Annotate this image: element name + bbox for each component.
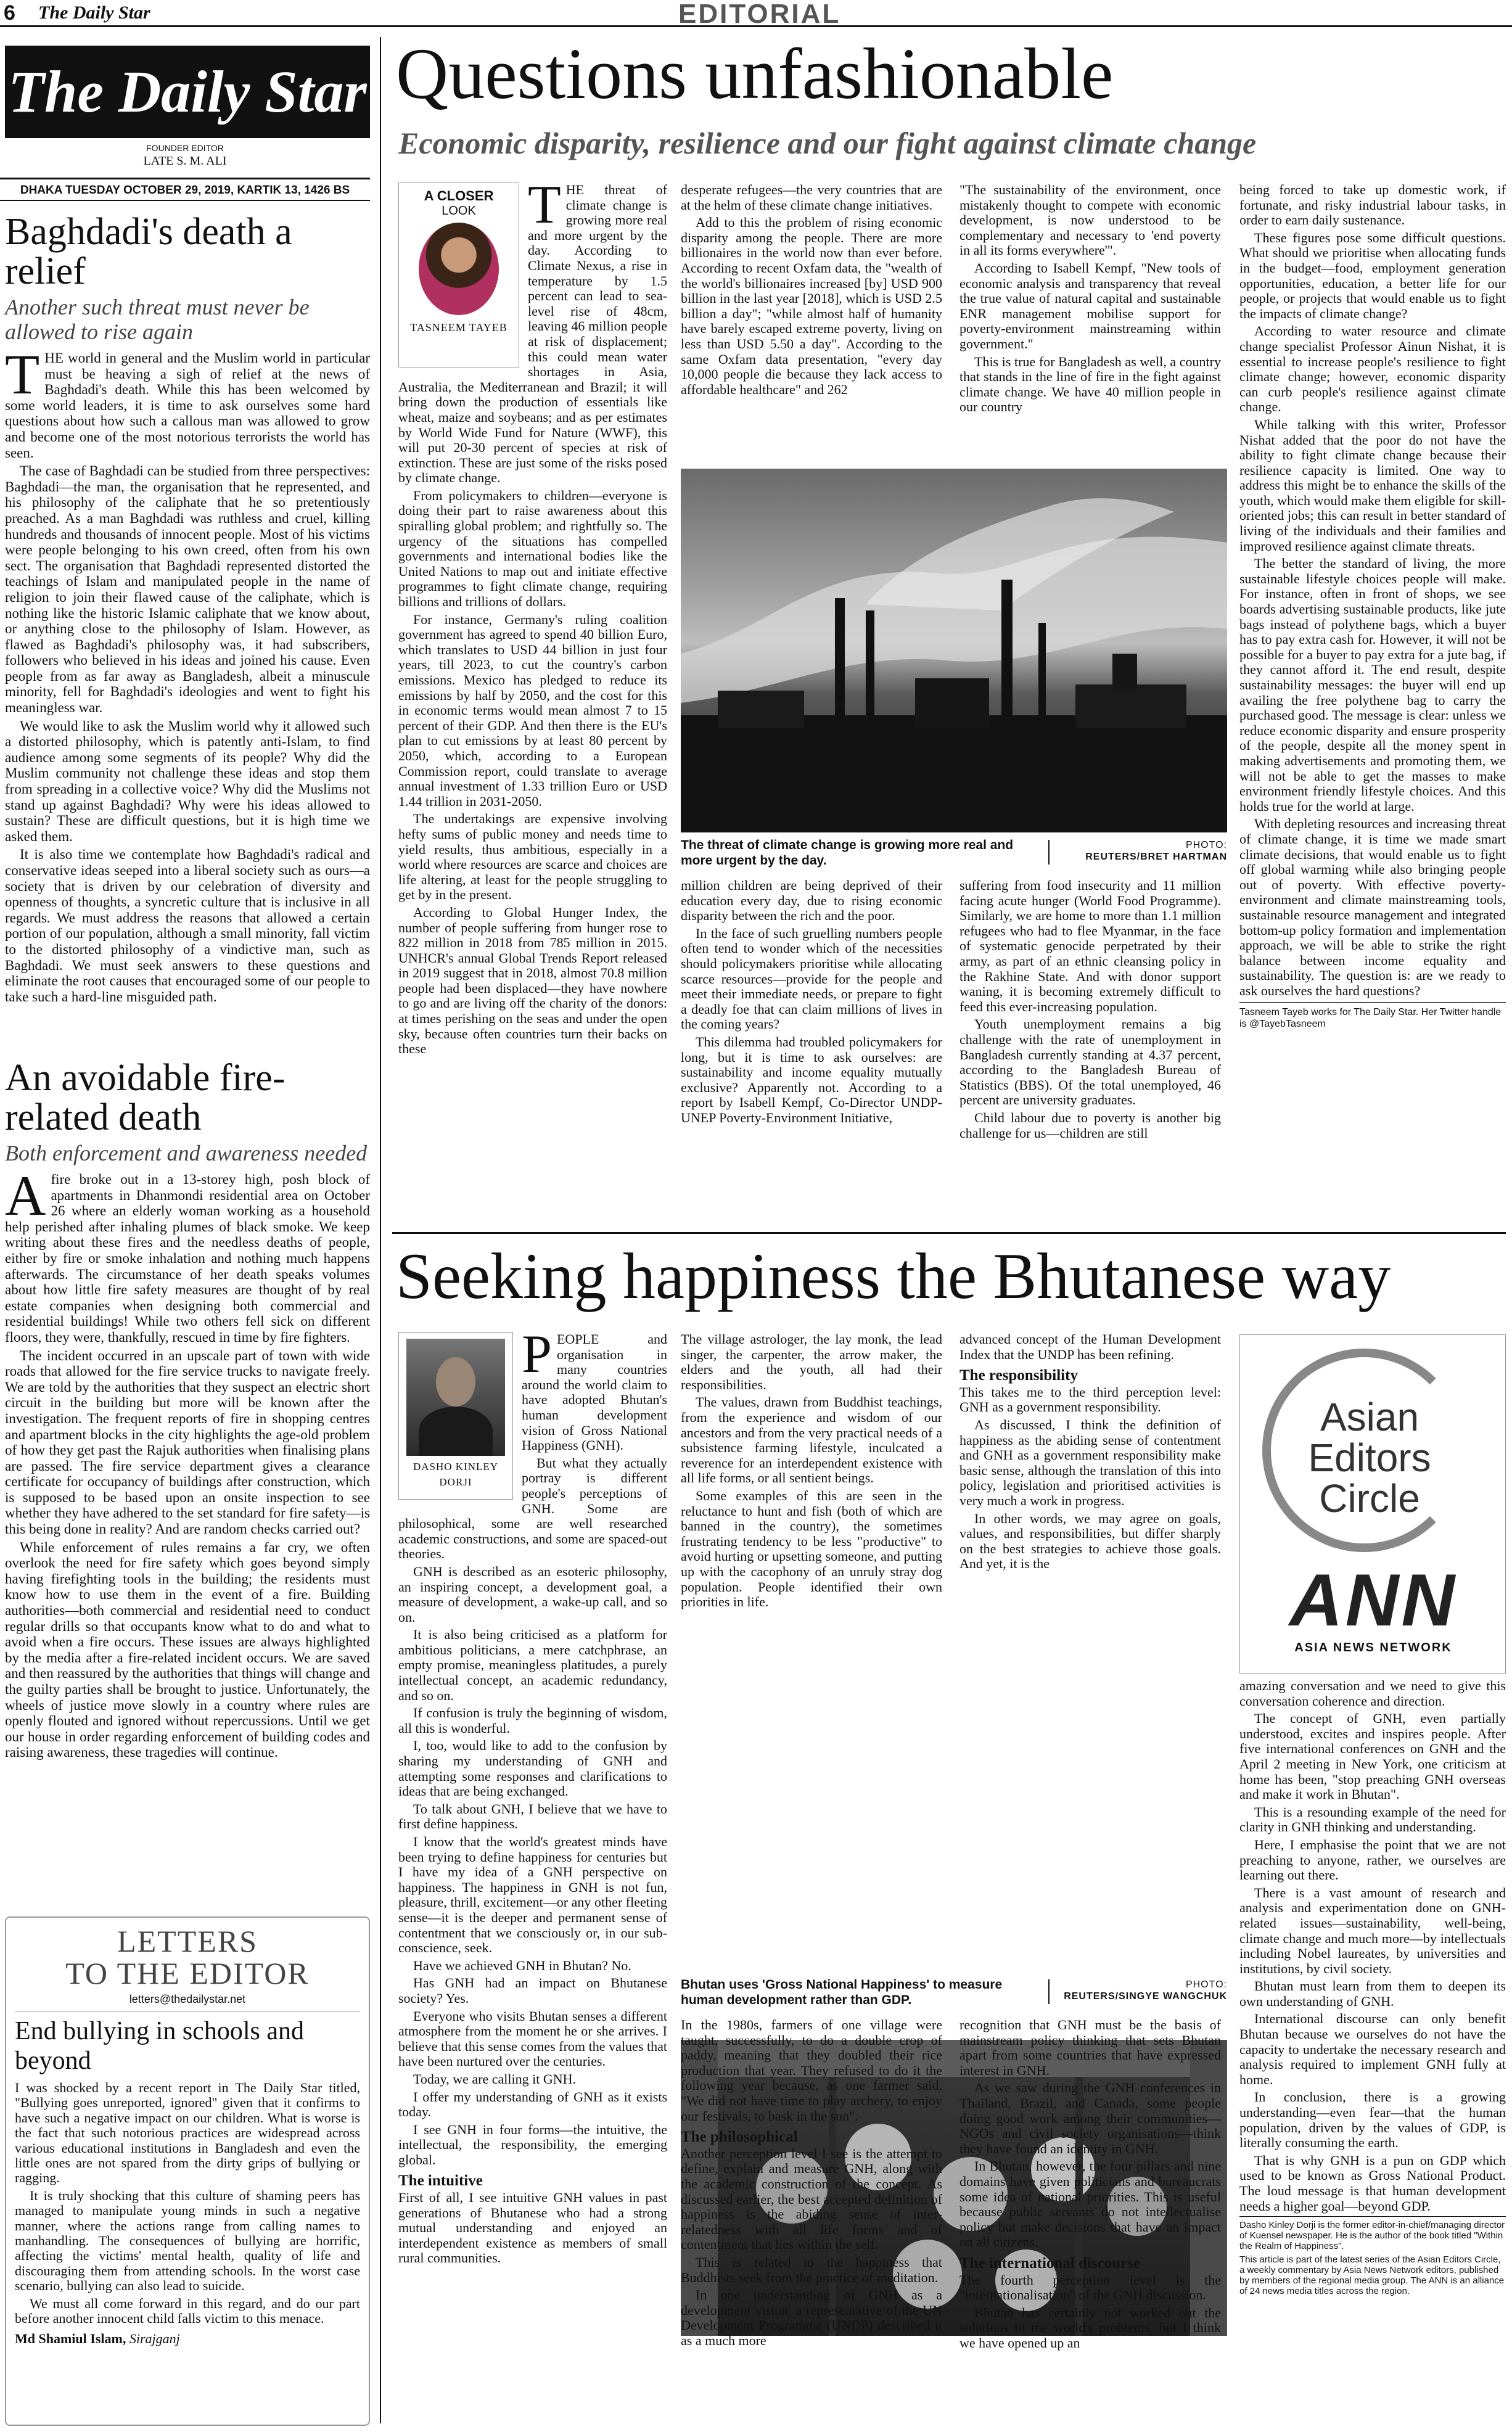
article-title: Questions unfashionable: [396, 33, 1114, 114]
article-paragraph: This is a resounding example of the need for clarity in GNH thinking and understanding.: [1239, 1804, 1506, 1835]
letters-email[interactable]: letters@thedailystar.net: [15, 1993, 360, 2011]
dateline: DHAKA TUESDAY OCTOBER 29, 2019, KARTIK 13, 1426 BS: [0, 178, 370, 201]
article-separator: [392, 1232, 1506, 1234]
article-paragraph: It is also being criticised as a platform for ambitious politicians, a mere catchphrase, an empty promise, meaningless platitudes, a purely intellectual concept, an academic redundancy, and so on.: [398, 1627, 667, 1703]
caption-divider: [1048, 1979, 1050, 2004]
article-paragraph: The village astrologer, the lay monk, the lead singer, the carpenter, the arrow maker, the elders and the youth, all had their responsibilities.: [681, 1331, 942, 1392]
article1-column-2-continued: [681, 878, 942, 1128]
article-paragraph: These figures pose some difficult questions. What should we prioritise when allocating funds in the budget—food, employment generation opportunities, education, a better life for our people, or projects that would enable us to fight the impacts of climate change?: [1239, 229, 1506, 321]
editorial-subtitle: Another such threat must never be allowed to rise again: [5, 295, 310, 344]
column-byline-box: [398, 183, 519, 368]
author-bio: Tasneem Tayeb works for The Daily Star. Her Twitter handle is @TayebTasneem: [1239, 1002, 1506, 1030]
author-name: TASNEEM TAYEB: [410, 321, 507, 334]
article-paragraph: I know that the world's greatest minds have been trying to define happiness for centuries but I have my idea of a GNH perspective on happiness. The happiness in GNH is not fun, pleasure, thrill, excitement—or any other fleeting sense—it is the deeper and permanent sense of contentment that we consciously or, in our sub-conscience, seek.: [398, 1834, 667, 1956]
editorial-paragraph: While enforcement of rules remains a far cry, we often overlook the need for fire safety which goes beyond simply having firefighting tools in the building; the residents must know how to use them in the event of a fire. Building authorities—both commercial and residential need to conduct regular drills so that occupants know what to do and what to avoid when a fire occurs. These issues are always highlighted by the media after a fire-related incident occurs. We are saved and then reassured by the authorities that things will change and the guilty parties shall be brought to justice. Unfortunately, the wheels of justice move slowly in a country where rules are openly flouted and ignored without repercussions. Until we get our house in order regarding enforcement of building codes and raising awareness, these tragedies will continue.: [5, 1539, 370, 1760]
article-paragraph: International discourse can only benefit Bhutan because we ourselves do not have the capacity to undertake the necessary research and analysis required to implement GNH fully at home.: [1239, 2011, 1506, 2087]
caption-divider: [1048, 840, 1050, 865]
editorial-subtitle: Both enforcement and awareness needed: [5, 1141, 368, 1165]
page-header: [0, 0, 1512, 27]
ann-box: [1239, 1334, 1506, 1674]
letters-heading-2: TO THE EDITOR: [65, 1956, 310, 1990]
article-paragraph: million children are being deprived of their education every day, due to rising economic disparity between the rich and the poor.: [681, 877, 942, 924]
article-paragraph: This is related to the happiness that Buddhists seek from the practice of meditation.: [681, 2254, 942, 2285]
founder-label: FOUNDER EDITOR: [146, 143, 224, 153]
climate-photo-credit: PHOTO:: [1185, 840, 1227, 850]
header-paper-name: The Daily Star: [38, 2, 150, 23]
article-paragraph: But what they actually portray is different people's perceptions of GNH. Some are philosophical, some are well researched academic constructions, and some are spaced-out theories.: [398, 1455, 667, 1562]
article-paragraph: In the face of such gruelling numbers people often tend to wonder which of the necessities should policymakers prioritise while allocating scarce resources—provide for the people and meet their immediate needs, or prepare to fight a deadly foe that can claim millions of lives in the coming years?: [681, 925, 942, 1032]
letter-title: End bullying in schools and beyond: [15, 2017, 304, 2075]
article-paragraph: The values, drawn from Buddhist teachings, from the experience and wisdom of our ancestors and from the very practical needs of a subsistence farming lifestyle, inculcated a reverence for an interdependent existence with all life forms, or all sentient beings.: [681, 1394, 942, 1486]
article1-column-4: [1239, 183, 1506, 1030]
article-paragraph: Has GNH had an impact on Bhutanese society? Yes.: [398, 1975, 667, 2006]
article-paragraph: As we saw during the GNH conferences in Thailand, Brazil, and Canada, some people doing good work among their communities—NGOs and civil society organisations—think they have found an identity in GNH.: [959, 2080, 1221, 2156]
article2-column-2: [681, 1332, 942, 1612]
editorial-lead: fire broke out in a 13-storey high, posh block of apartments in Dhanmondi residential area on October 26 where an elderly woman working as a household help perished after inhaling plumes of black smoke. We keep writing about these fires and the needless deaths of people, either by fire or smoke inhalation and nothing much happens afterwards. The circumstance of her death speaks volumes about how little fire safety measures are thought of by real estate companies when designing both commercial and residential buildings! While two others fell sick on different floors, they were, thankfully, rescued in time by fire fighters.: [5, 1172, 370, 1345]
article-subtitle: Economic disparity, resilience and our fight against climate change: [398, 126, 1257, 160]
author-name-2: DORJI: [439, 1476, 472, 1488]
letter-paragraph: I was shocked by a recent report in The Daily Star titled, "Bullying goes unreported, ignored" given that it confirms to have such a negative impact on our children. What is worse is the fact that such notorious practices are widespread across various educational institutions in Bangladesh and even the little ones are not spared from the dirty grips of bullying or ragging.: [15, 2080, 360, 2186]
author-byline-box: [398, 1332, 513, 1500]
letter-paragraph: We must all come forward in this regard, and do our part before another innocent child falls victim to this menace.: [15, 2295, 360, 2327]
author-avatar: [419, 223, 499, 315]
article-paragraph: I offer my understanding of GNH as it exists today.: [398, 2089, 667, 2120]
ann-title-3: Circle: [1319, 1476, 1420, 1521]
article-paragraph: being forced to take up domestic work, if fortunate, and risky industrial labour tasks, in order to earn daily sustenance.: [1239, 182, 1506, 228]
article-paragraph: If confusion is truly the beginning of wisdom, all this is wonderful.: [398, 1705, 667, 1736]
article-paragraph: I, too, would like to add to the confusion by sharing my understanding of GNH and attempting some responses and clarifications to ideas that are being exchanged.: [398, 1738, 667, 1799]
column-rule: [380, 37, 381, 2423]
dropcap: T: [528, 175, 561, 235]
article2-column-2-continued: [681, 2018, 942, 2351]
article-title: Seeking happiness the Bhutanese way: [396, 1240, 1391, 1312]
letter-signature: Md Shamiul Islam,: [15, 2330, 126, 2346]
article-paragraph: This dilemma had troubled policymakers for long, but it is time to ask ourselves: are sustainability and income equality mutually exclusive? Apparently not. According to a report by Isabell Kempf, Co-Director UNDP-UNEP Poverty-Environment Initiative,: [681, 1033, 942, 1125]
article-paragraph: amazing conversation and we need to give this conversation coherence and direction.: [1239, 1678, 1506, 1709]
column-label: A CLOSER: [424, 188, 494, 203]
article-paragraph: advanced concept of the Human Development Index that the UNDP has been refining.: [959, 1331, 1221, 1362]
bhutan-photo-credit-2: REUTERS/SINGYE WANGCHUK: [1064, 1991, 1227, 2002]
article-paragraph: In Bhutan, however, the four pillars and nine domains have given politicians and bureaucrats some idea of national priorities. This is useful because public servants do not intellectualise policy but make decisions that have an impact on all citizens.: [959, 2158, 1221, 2250]
section-subhead: The international discourse: [959, 2254, 1141, 2272]
article1-column-3-continued: [959, 878, 1221, 1143]
section-subhead: The philosophical: [681, 2129, 798, 2146]
letter-paragraph: It is truly shocking that this culture of shaming peers has managed to manipulate young minds in such a negative manner, where the actions range from calling names to manhandling. The consequences of bullying are horrific, affecting the victims' mental health, quality of life and discouraging them from attending schools. In the worst case scenario, bullying can also lead to suicide.: [15, 2187, 360, 2294]
letters-heading: LETTERS: [117, 1924, 258, 1958]
article-paragraph: Everyone who visits Bhutan senses a different atmosphere from the moment he or she arrives. I believe that this sense comes from the values that have been nurtured over the centuries.: [398, 2008, 667, 2069]
article-paragraph: From policymakers to children—everyone is doing their part to raise awareness about this spiralling global problem; and rightfully so. The urgency of the situations has compelled governments and international bodies like the United Nations to map out and initiate effective programmes to fight climate change, requiring billions and trillions of dollars.: [398, 487, 667, 610]
dropcap: P: [522, 1325, 552, 1384]
article-paragraph: The fourth perception level is the "internationalisation" of the GNH discussion.: [959, 2272, 1221, 2303]
article-paragraph: According to Isabell Kempf, "New tools of economic analysis and transparency that reveal the true value of natural capital and sustainable ENR management mobilise support for poverty-environment mainstreaming within government.": [959, 260, 1221, 351]
editorial-paragraph: The case of Baghdadi can be studied from three perspectives: Baghdadi—the man, the organisation that he represented, and his philosophy of the caliphate that he so pretentiously preached. As a man Baghdadi was ruthless and cruel, killing hundreds and thousands of innocent people. Most of his victims were people belonging to his own creed, often from his own sect. The organisation that Baghdadi represented distorted the teachings of Islam and manipulated people in the name of religion to join their flawed cause of the caliphate, which is nothing like the historic Islamic caliphate that we know about, or anything close to the philosophy of Islam. However, as flawed as Baghdadi's philosophy was, it had subscribers, followers who believed in his ideas and joined his cause. Even people from as far away as Bangladesh, albeit a minuscule minority, fell for Baghdadi's ideologies and went to fight his meaningless war.: [5, 463, 370, 716]
letters-box: [5, 1916, 370, 2426]
article-paragraph: There is a vast amount of research and analysis and experimentation done on GNH-related issues—sustainability, well-being, climate change and much more—by intellectuals including Nobel laureates, by universities and institutions, by civil society.: [1239, 1884, 1506, 1976]
article-paragraph: According to water resource and climate change specialist Professor Ainun Nishat, it is essential to increase people's resilience to fight climate change; however, economic disparity can curb people's resilience against climate change.: [1239, 323, 1506, 415]
article1-column-2: [681, 183, 942, 400]
article-paragraph: Youth unemployment remains a big challenge with the rate of unemployment in Bangladesh currently standing at 4.37 percent, according to the Bangladesh Bureau of Statistics (BBS). Of the total unemployed, 46 percent are university graduates.: [959, 1016, 1221, 1108]
article2-column-4: [1239, 1678, 1506, 2296]
article-paragraph: Here, I emphasise the point that we are not preaching to anyone, rather, we ourselves are learning out there.: [1239, 1836, 1506, 1883]
article-paragraph: In other words, we may agree on goals, values, and responsibilities, but differ sharply on the best strategies to achieve those goals. And yet, it is the: [959, 1510, 1221, 1572]
article-paragraph: This is true for Bangladesh as well, a country that stands in the line of fire in the fight against climate change. We have 40 million people in our country: [959, 353, 1221, 415]
author-avatar: [406, 1339, 505, 1456]
ann-title-2: Editors: [1308, 1436, 1431, 1480]
article-paragraph: desperate refugees—the very countries that are at the helm of these climate change initiatives.: [681, 182, 942, 213]
article-paragraph: With depleting resources and increasing threat of climate change, it is time we made smart climate decisions, that would enable us to fight off global warming while also bringing people out of poverty. With effective poverty-environment and climate mainstreaming tools, sustainable resource management and integrated bottom-up policy formation and implementation approach, we will be able to strike the right balance between income equality and sustainability. The question is: are we ready to ask ourselves the hard questions?: [1239, 816, 1506, 998]
article-paragraph: suffering from food insecurity and 11 million facing acute hunger (World Food Programme). Similarly, we are home to more than 1.1 million refugees who had to flee Myanmar, in the face of systematic genocide perpetrated by their army, as part of an ethnic cleansing policy in the Rakhine State. And with donor support waning, it is becoming extremely difficult to feed this ever-increasing population.: [959, 877, 1221, 1014]
article-paragraph: According to Global Hunger Index, the number of people suffering from hunger rose to 822 million in 2018 from 785 million in 2015. UNHCR's annual Global Trends Report released in 2019 suggest that in 2018, almost 70.8 million people had been displaced—they have nowhere to go and are living off the charity of the donors: at times perishing on the seas and under the open sky, because often countries turn their backs on these: [398, 904, 667, 1057]
editorial-paragraph: The incident occurred in an upscale part of town with wide roads that allowed for the fire service trucks to navigate freely. We are told by the authorities that they suspect an electric short circuit in the building but more will be known after the investigation. The frequent reports of fire in shopping centres and apartment blocks in the city highlights the age-old problem of how they get past the Rajuk authorities when finalising plans are passed. The fire service department gives a clearance certificate for occupancy of buildings after construction, which is supposed to be based upon an onsite inspection to see whether they have adhered to the set standard for fire safety—is this being done in reality? And are random checks carried out?: [5, 1347, 370, 1537]
article-paragraph: "The sustainability of the environment, once mistakenly thought to compete with economic development, is now understood to be complementary and necessary to 'end poverty in all its forms everywhere'".: [959, 182, 1221, 258]
editorial-paragraph: It is also time we contemplate how Baghdadi's radical and conservative ideas seeped into a liberal society such as ours—a society that is driven by our celebration of diversity and openness of thoughts, a syncretic culture that is inclusive in all regards. We must address the reasons that allowed a certain portion of our population, although a small minority, fall victim to the distorted philosophy of a vindictive man, such as Baghdadi. We must seek answers to these questions and eliminate the root causes that encouraged some of our people to take such a hard-line misguided path.: [5, 847, 370, 1004]
article2-column-3: [959, 1332, 1221, 1574]
editorial-baghdadi: [5, 212, 370, 1007]
climate-photo: [681, 469, 1227, 832]
article-paragraph: I see GNH in four forms—the intuitive, the intellectual, the responsibility, the emerging global.: [398, 2121, 667, 2167]
section-subhead: The intuitive: [398, 2172, 483, 2190]
article-paragraph: That is why GNH is a pun on GDP which used to be known as Gross National Product. The loud message is that human development needs a higher goal—beyond GDP.: [1239, 2152, 1506, 2214]
climate-photo-credit-2: REUTERS/BRET HARTMAN: [1085, 852, 1227, 862]
factory-illustration: [681, 469, 1227, 832]
article-lead: HE threat of climate change is growing more real and more urgent by the day. According to Climate Nexus, a rise in temperature by 1.5 percent can lead to sea-level rise of 48cm, leaving 46 million people at risk of displacement; this could mean water shortages in Asia, Australia, the Mediterranean and Brazil; it will bring down the production of essentials like wheat, maize and soybeans; and as per estimates by World Wide Fund for Nature (WWF), this will put 20-30 percent of species at risk of extinction. These are just some of the risks posed by climate change.: [398, 182, 667, 486]
article-paragraph: While talking with this writer, Professor Nishat added that the poor do not have the ability to fight climate change because their resilience capacity is limited. One way to address this might be to enhance the skills of the youth, which would make them eligible for skill-oriented jobs; this can result in better standard of living of the individuals and their families and improved resilience against climate threats.: [1239, 416, 1506, 554]
article-paragraph: This takes me to the third perception level: GNH as a government responsibility.: [959, 1384, 1221, 1415]
page-number: 6: [4, 1, 15, 25]
ann-title: Asian: [1320, 1395, 1420, 1439]
article-paragraph: Bhutan must learn from them to deepen its own understanding of GNH.: [1239, 1978, 1506, 2009]
section-title: EDITORIAL: [678, 0, 841, 29]
article-paragraph: For instance, Germany's ruling coalition government has agreed to spend 40 billion Euro, which translates to USD 44 billion in just four years, till 2023, to cut the country's carbon emissions. Mexico has pledged to reduce its emissions by half by 2050, and the cost for this in economic terms would mean almost 7 to 15 percent of their GDP. And then there is the EU's plan to cut emissions by at least 80 percent by 2050, which, according to a European Commission report, could translate to average annual investment of 1.33 trillion Euro or USD 1.44 trillion in 2031-2050.: [398, 611, 667, 809]
column-label-2: LOOK: [442, 204, 476, 218]
article-paragraph: The concept of GNH, even partially understood, excites and inspires people. After five international conferences on GNH and the April 2 meeting in New York, one criticism at home has been, "stop preaching GNH overseas and make it work in Bhutan".: [1239, 1711, 1506, 1802]
article-paragraph: Have we achieved GNH in Bhutan? No.: [413, 1957, 631, 1973]
article-paragraph: Today, we are calling it GNH.: [413, 2071, 576, 2087]
dropcap: T: [5, 343, 40, 406]
article-paragraph: As discussed, I think the definition of happiness as the abiding sense of contentment and GNH as a government responsibility make basic sense, although the translation of this into policy, legislation and prioritised activities is very much a work in progress.: [959, 1416, 1221, 1508]
article-lead: EOPLE and organisation in many countries around the world claim to have adopted Bhutan's human development vision of Gross National Happiness (GNH).: [522, 1331, 667, 1453]
section-subhead: The responsibility: [959, 1367, 1078, 1384]
masthead-logo: The Daily Star: [8, 59, 367, 125]
article-paragraph: Another perception level I see is the attempt to define, explain and measure GNH, along with the academic construction of the concept. As discussed earlier, the best accepted definition of happiness is the abiding sense of inter-relatedness with all life forms and of contentment that lies within the self.: [681, 2145, 942, 2253]
founder-name: LATE S. M. ALI: [143, 154, 227, 168]
editorial-paragraph: We would like to ask the Muslim world why it allowed such a distorted philosophy, which is patently anti-Islam, to find audience among some segments of its people? Why did the Muslim community not challenge these ideas and stop them from spreading in a collective voice? Why did the Muslims not stand up against Baghdadi? Why were his ideas allowed to sustain? These are difficult questions, but it is high time we asked them.: [5, 718, 370, 844]
author-bio: Dasho Kinley Dorji is the former editor-in-chief/managing director of Kuensel newspaper. He is the author of the book titled "Within the Realm of Happiness".: [1239, 2216, 1506, 2251]
editorial-fire: [5, 1058, 370, 1763]
ann-logo: ANN: [1289, 1559, 1457, 1641]
article-paragraph: The undertakings are expensive involving hefty sums of public money and needs time to yield results, thus ambitious, especially in a world where resources are scarce and choices are life altering, at least for the people struggling to get by in the present.: [398, 811, 667, 903]
dropcap: A: [5, 1164, 46, 1227]
masthead-logo-box: [5, 46, 370, 138]
bhutan-photo-caption: Bhutan uses 'Gross National Happiness' to measure human development rather than GDP.: [681, 1978, 1003, 2007]
article-paragraph: Some examples of this are seen in the reluctance to hunt and fish (both of which are banned in the country), the sometimes frustrating tendency to be less "productive" to avoid hurting or upsetting someone, and putting up with the cacophony of an unruly stray dog population. People identified their own priorities in life.: [681, 1487, 942, 1610]
climate-photo-caption: The threat of climate change is growing more real and more urgent by the day.: [681, 838, 1014, 868]
article-paragraph: recognition that GNH must be the basis of mainstream policy thinking that sets Bhutan apart from some countries that have expressed interest in GNH.: [959, 2017, 1221, 2078]
article-paragraph: In conclusion, there is a growing understanding—even fear—that the human population, driven by the values of GDP, is literally consuming the earth.: [1239, 2089, 1506, 2151]
article-paragraph: Child labour due to poverty is another big challenge for us—children are still: [959, 1109, 1221, 1141]
article-paragraph: To talk about GNH, I believe that we have to first define happiness.: [398, 1801, 667, 1832]
bhutan-photo-credit: PHOTO:: [1185, 1979, 1227, 1990]
article1-column-3: [959, 183, 1221, 417]
author-name: DASHO KINLEY: [413, 1461, 499, 1473]
article-paragraph: In the 1980s, farmers of one village were taught, successfully, to do a double crop of paddy, meaning that they doubled their rice production that year. They refused to do it the following year because, as one farmer said, "We did not have time to play archery, to enjoy our festivals, to bask in the sun".: [681, 2017, 942, 2124]
letter-signature-place: Sirajganj: [129, 2330, 180, 2346]
article-paragraph: Bhutan has certainly not worked out the solutions to the world's problems, but I think we have opened up an: [959, 2304, 1221, 2351]
article-paragraph: In one understanding of GNH as a development vision, a representative of the UN Development Programme (UNDP) described it as a much more: [681, 2287, 942, 2348]
article2-column-1: [398, 1325, 667, 2269]
article-paragraph: Add to this the problem of rising economic disparity among the people. There are more billionaires in the world now than ever before. According to recent Oxfam data, the "wealth of the world's billionaires increased [by] USD 900 billion in the last year [2018], which is USD 2.5 billion a day"; "while almost half of humanity have barely escaped extreme poverty, living on less than USD 5.50 a day". According to the same Oxfam data presentation, "every day 10,000 people die because they lack access to affordable healthcare" and 262: [681, 215, 942, 397]
article-paragraph: First of all, I see intuitive GNH values in past generations of Bhutanese who had a strong mutual understanding and enjoyed an interdependent existence as members of small rural communities.: [398, 2190, 667, 2266]
editorial-title: An avoidable fire-related death: [5, 1057, 286, 1138]
editorial-lead: HE world in general and the Muslim world in particular must be heaving a sigh of relief at the news of Baghdadi's death. While this has been welcomed by some world leaders, it is time to ask ourselves some hard questions about how such a callous man was allowed to grow and become one of the most notorious terrorists the world has seen.: [5, 350, 370, 461]
article-paragraph: GNH is described as an esoteric philosophy, an inspiring concept, a development goal, a measure of development, a wake-up call, and so on.: [398, 1563, 667, 1625]
editorial-title: Baghdadi's death a relief: [5, 211, 292, 292]
article2-column-3-continued: [959, 2018, 1221, 2353]
article-paragraph: The better the standard of living, the more sustainable lifestyle choices people will make. For instance, often in front of shops, we see boards advertising sustainable products, like jute bags instead of polythene bags, which a buyer has to pay extra cash for. However, it will not be possible for a buyer to pay extra for a jute bag, if they cannot afford it. The end result, despite sustainability messages: the buyer will end up availing the free polythene bag to carry the purchased good. The message is clear: unless we reduce economic disparity and ensure prosperity of the people, despite all the money spent in making advertisements and promoting them, we will not be able to get the masses to make environment friendly lifestyle choices. And this holds true for the world at large.: [1239, 556, 1506, 814]
article1-column-1: [398, 175, 667, 1059]
series-note: This article is part of the latest series of the Asian Editors Circle, a weekly commentary by Asia News Network editors, published by members of the regional media group. The ANN is an alliance of 24 news media titles across the region.: [1239, 2254, 1505, 2297]
ann-tagline: ASIA NEWS NETWORK: [1294, 1641, 1452, 1654]
